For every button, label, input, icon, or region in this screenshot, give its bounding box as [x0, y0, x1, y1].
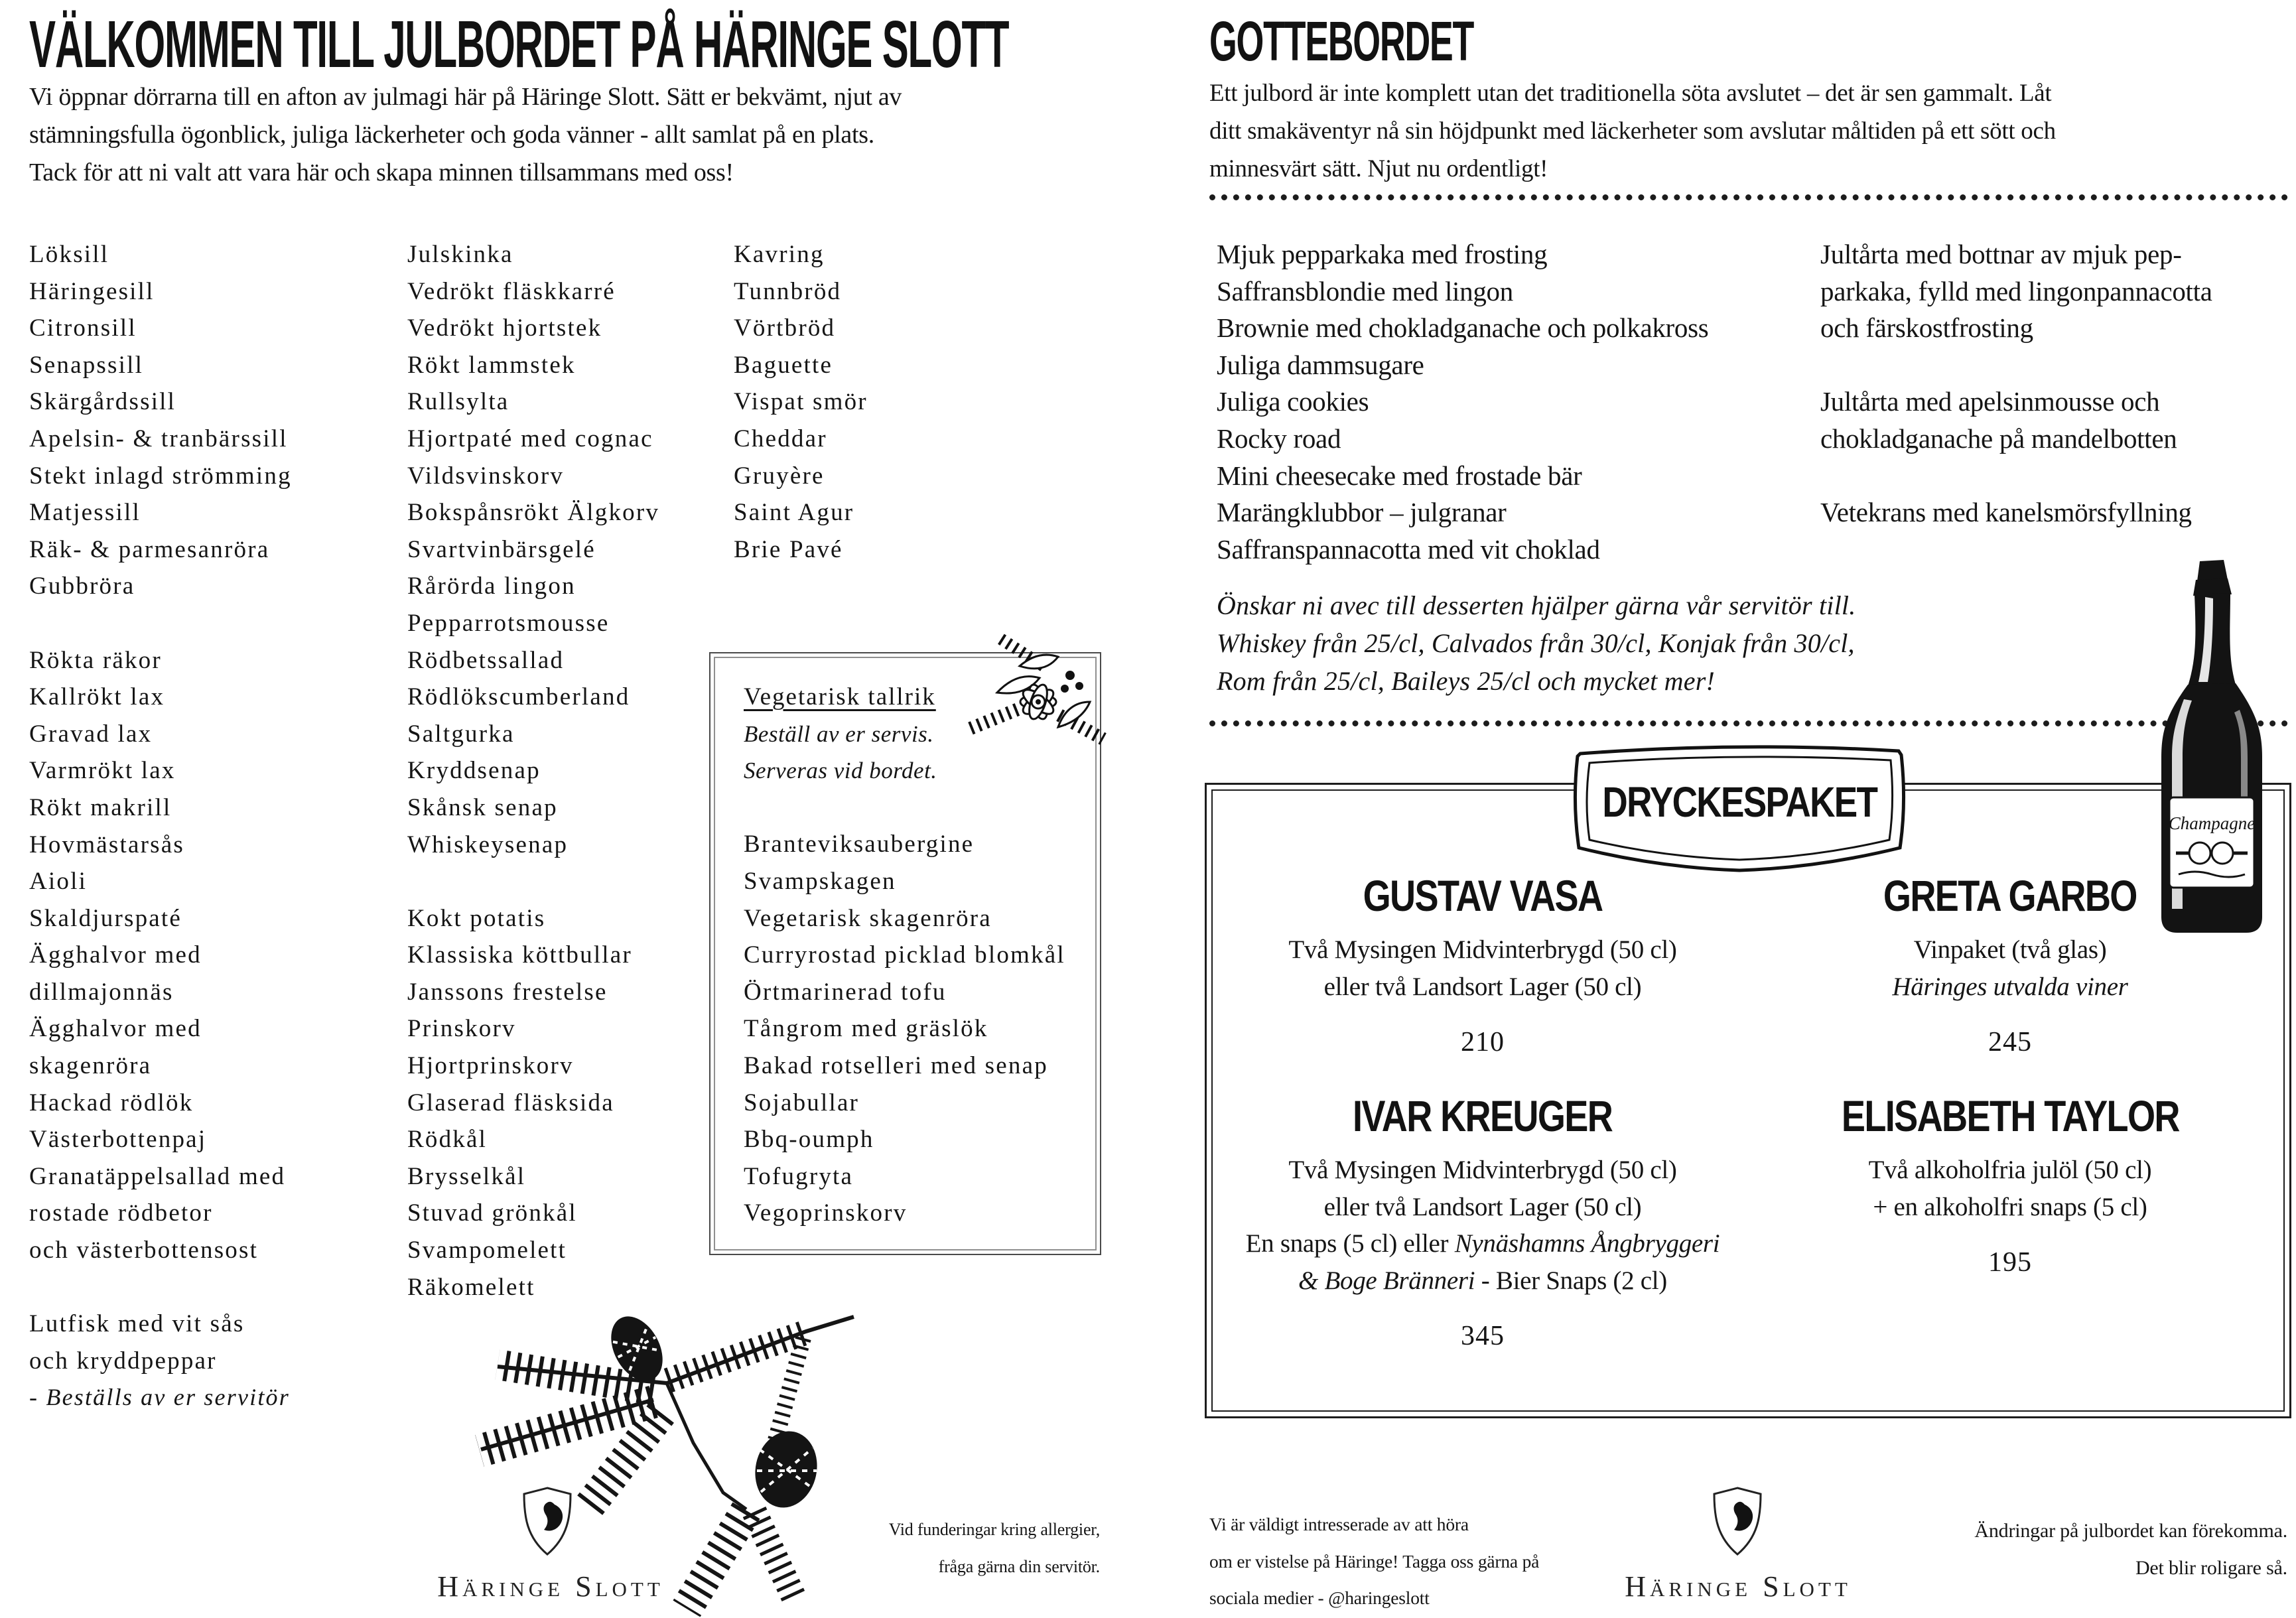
package-line: En snaps (5 cl) eller Nynäshamns Ångbryggeri	[1245, 1229, 1720, 1258]
haringe-shield-icon	[1712, 1486, 1763, 1558]
note-line: Vid funderingar kring allergier,	[888, 1520, 1100, 1539]
menu-item: Brysselkål	[407, 1162, 526, 1190]
menu-item: Gravad lax	[29, 720, 153, 748]
menu-item: Klassiska köttbullar	[407, 941, 632, 969]
menu-item: Örtmarinerad tofu	[744, 978, 947, 1006]
menu-item: Svampskagen	[744, 867, 896, 895]
package-price: 345	[1461, 1321, 1505, 1352]
desserts-heading: GOTTEBORDET	[1209, 10, 1474, 72]
kott-list	[407, 236, 659, 863]
package-line: Vinpaket (två glas)	[1913, 935, 2107, 964]
note-line: om er vistelse på Häringe! Tagga oss gärna på	[1209, 1550, 1540, 1572]
dessert-paragraph	[1820, 383, 2212, 457]
menu-item: parkaka, fylld med lingonpannacotta	[1820, 275, 2212, 306]
menu-item: Skaldjurspaté	[29, 904, 182, 932]
note-line: Önskar ni avec till desserten hjälper gärna vår servitör till.	[1217, 590, 1856, 620]
dessert-paragraph	[1820, 494, 2212, 531]
menu-item: Skärgårdssill	[29, 388, 176, 416]
page-title: VÄLKOMMEN TILL JULBORDET PÅ HÄRINGE SLOTT	[29, 7, 1009, 82]
pine-branch-illustration	[435, 1290, 859, 1617]
menu-item: Räkomelett	[407, 1273, 535, 1301]
menu-item: Sojabullar	[744, 1089, 860, 1116]
menu-item: Svartvinbärsgelé	[407, 535, 596, 563]
package-line: & Boge Bränneri - Bier Snaps (2 cl)	[1298, 1266, 1667, 1295]
menu-item: Baguette	[734, 351, 833, 379]
menu-item: Stekt inlagd strömming	[29, 462, 292, 490]
menu-item: Rödlökscumberland	[407, 683, 630, 711]
vegetarian-box-note-1: Beställ av er servis.	[744, 720, 934, 747]
menu-item: Rökt lammstek	[407, 351, 576, 379]
mistletoe-illustration	[959, 628, 1108, 759]
left-intro	[29, 78, 902, 192]
dotted-divider-bottom	[1209, 720, 2288, 726]
champagne-bottle-illustration	[2147, 557, 2277, 939]
change-note	[1956, 1513, 2287, 1586]
menu-item: Whiskeysenap	[407, 831, 569, 858]
menu-item: Ägghalvor med	[29, 1015, 202, 1043]
desserts-column-2	[1820, 236, 2212, 531]
drinks-banner-text: DRYCKESPAKET	[1602, 778, 1877, 826]
menu-column-3	[734, 236, 868, 568]
note-line: fråga gärna din servitör.	[938, 1556, 1100, 1576]
menu-item: Västerbottenpaj	[29, 1126, 207, 1154]
menu-item: Rocky road	[1217, 423, 1341, 454]
menu-item: Rökt makrill	[29, 793, 172, 821]
sill-list	[29, 236, 292, 605]
package-line: eller två Landsort Lager (50 cl)	[1323, 972, 1642, 1001]
package-gustav-vasa	[1221, 869, 1745, 1058]
intro-line: minnesvärt sätt. Njut nu ordentligt!	[1209, 155, 1548, 182]
social-note	[1209, 1506, 1539, 1617]
vegetarian-list	[744, 826, 1065, 1232]
menu-item: Rullsylta	[407, 388, 509, 416]
menu-item: Marängklubbor – julgranar	[1217, 497, 1507, 528]
lutfisk-lines	[29, 1306, 292, 1379]
menu-item: Bbq-oumph	[744, 1126, 874, 1154]
menu-item: Curryrostad picklad blomkål	[744, 941, 1065, 969]
menu-item: Brownie med chokladganache och polkakross	[1217, 312, 1709, 344]
menu-item: och kryddpeppar	[29, 1347, 217, 1375]
menu-item: Kryddsenap	[407, 757, 541, 785]
menu-item: Gubbröra	[29, 573, 135, 600]
menu-item: Apelsin- & tranbärssill	[29, 425, 288, 452]
menu-item: Tångrom med gräslök	[744, 1015, 988, 1043]
menu-item: Vetekrans med kanelsmörsfyllning	[1820, 497, 2192, 528]
menu-item: Vegoprinskorv	[744, 1199, 908, 1227]
package-line-italic: Häringes utvalda viner	[1892, 972, 2128, 1001]
menu-item: Citronsill	[29, 314, 137, 342]
package-price: 245	[1988, 1027, 2032, 1058]
package-line: Två Mysingen Midvinterbrygd (50 cl)	[1288, 935, 1677, 964]
menu-item: Kokt potatis	[407, 904, 546, 932]
menu-column-1	[29, 236, 292, 1416]
menu-item: chokladganache på mandelbotten	[1820, 423, 2177, 454]
menu-item: Bakad rotselleri med senap	[744, 1051, 1048, 1079]
menu-item: Häringesill	[29, 277, 155, 305]
menu-item: Rårörda lingon	[407, 573, 576, 600]
menu-item: Rödkål	[407, 1126, 488, 1154]
menu-item: Hjortprinskorv	[407, 1052, 574, 1080]
package-elisabeth-taylor	[1751, 1089, 2269, 1278]
menu-item: Hovmästarsås	[29, 831, 184, 858]
menu-item: Vispat smör	[734, 388, 868, 416]
desserts-column-1	[1217, 236, 1708, 568]
menu-item: Tofugryta	[744, 1162, 854, 1190]
menu-item: dillmajonnäs	[29, 978, 174, 1006]
menu-item: Aioli	[29, 868, 88, 896]
package-name: GRETA GARBO	[1883, 871, 2137, 920]
menu-item: Vildsvinskorv	[407, 462, 565, 490]
package-price: 195	[1988, 1247, 2032, 1278]
note-line: Ändringar på julbordet kan förekomma.	[1974, 1520, 2287, 1542]
menu-item: Julskinka	[407, 241, 513, 268]
menu-item: Mjuk pepparkaka med frosting	[1217, 239, 1548, 269]
package-name: ELISABETH TAYLOR	[1841, 1091, 2179, 1140]
package-line: eller två Landsort Lager (50 cl)	[1323, 1192, 1642, 1221]
package-name: IVAR KREUGER	[1353, 1091, 1613, 1140]
menu-item: rostade rödbetor	[29, 1199, 213, 1227]
menu-item: Kallrökt lax	[29, 683, 165, 711]
vegetarian-box-title: Vegetarisk tallrik	[744, 683, 936, 710]
intro-line: stämningsfulla ögonblick, juliga läckerheter och goda vänner - allt samlat på en plats.	[29, 121, 874, 149]
note-line: Whiskey från 25/cl, Calvados från 30/cl, Konjak från 30/cl,	[1217, 628, 1855, 658]
note-line: Det blir roligare så.	[2135, 1556, 2287, 1579]
note-line: Vi är väldigt intresserade av att höra	[1209, 1514, 1469, 1534]
menu-item: Vörtbröd	[734, 314, 836, 342]
menu-item: Branteviksaubergine	[744, 831, 975, 858]
menu-item: Bokspånsrökt Älgkorv	[407, 499, 660, 527]
menu-item: Jultårta med bottnar av mjuk pep-	[1820, 239, 2182, 269]
menu-item: och västerbottensost	[29, 1237, 259, 1264]
menu-item: skagenröra	[29, 1052, 152, 1080]
champagne-label-text: Champagne	[2168, 813, 2256, 833]
menu-item: Gruyère	[734, 462, 825, 490]
package-lines	[1221, 931, 1745, 1005]
menu-item: Hjortpaté med cognac	[407, 425, 653, 452]
menu-item: Juliga dammsugare	[1217, 349, 1424, 380]
menu-item: Pepparrotsmousse	[407, 609, 610, 637]
right-page	[1148, 0, 2296, 1618]
intro-line: Ett julbord är inte komplett utan det traditionella söta avslutet – det är sen gammalt. Låt	[1209, 80, 2052, 107]
package-price: 210	[1461, 1027, 1505, 1058]
menu-item: Hackad rödlök	[29, 1089, 194, 1116]
menu-column-2	[407, 236, 659, 1306]
fisk-list	[29, 642, 292, 1269]
menu-item: Räk- & parmesanröra	[29, 535, 270, 563]
menu-item: Saffranspannacotta med vit choklad	[1217, 533, 1600, 565]
haringe-shield-icon	[521, 1486, 573, 1558]
menu-item: Saffransblondie med lingon	[1217, 275, 1513, 306]
menu-item: Prinskorv	[407, 1015, 516, 1043]
menu-item: Rökta räkor	[29, 646, 162, 674]
package-lines	[1751, 1152, 2269, 1225]
varm-list	[407, 900, 659, 1306]
menu-item: Saint Agur	[734, 499, 854, 527]
menu-item: Varmrökt lax	[29, 757, 176, 785]
note-line: sociala medier - @haringeslott	[1209, 1587, 1430, 1609]
menu-item: Lutfisk med vit sås	[29, 1310, 245, 1338]
package-line: + en alkoholfri snaps (5 cl)	[1873, 1192, 2147, 1221]
menu-item: Cheddar	[734, 425, 827, 452]
menu-item: Saltgurka	[407, 720, 515, 748]
menu-item: Rödbetssallad	[407, 646, 565, 674]
menu-item: Matjessill	[29, 499, 141, 527]
haringe-slott-wordmark-left: Häringe Slott	[437, 1570, 664, 1603]
note-line: Rom från 25/cl, Baileys 25/cl och mycket mer!	[1217, 666, 1715, 696]
menu-item: Stuvad grönkål	[407, 1199, 577, 1227]
package-ivar-kreuger	[1221, 1089, 1745, 1352]
haringe-slott-wordmark-right: Häringe Slott	[1625, 1570, 1852, 1603]
menu-item: Jultårta med apelsinmousse och	[1820, 386, 2160, 417]
menu-item: Granatäppelsallad med	[29, 1162, 286, 1190]
menu-item: Vegetarisk skagenröra	[744, 904, 992, 932]
menu-item: Vedrökt hjortstek	[407, 314, 602, 342]
intro-line: Vi öppnar dörrarna till en afton av julmagi här på Häringe Slott. Sätt er bekvämt, njut av	[29, 83, 902, 111]
menu-item: Juliga cookies	[1217, 386, 1369, 417]
package-name: GUSTAV VASA	[1363, 871, 1603, 920]
menu-item: Svampomelett	[407, 1237, 567, 1264]
menu-item: Vedrökt fläskkarré	[407, 277, 616, 305]
intro-line: Tack för att ni valt att vara här och skapa minnen tillsammans med oss!	[29, 159, 734, 186]
menu-item: Mini cheesecake med frostade bär	[1217, 460, 1582, 491]
menu-item: Ägghalvor med	[29, 941, 202, 969]
lutfisk-note: - Beställs av er servitör	[29, 1384, 290, 1411]
menu-item: Löksill	[29, 241, 109, 268]
dessert-paragraph	[1820, 236, 2212, 347]
intro-line: ditt smakäventyr nå sin höjdpunkt med läckerheter som avslutar måltiden på ett sött och	[1209, 117, 2056, 145]
right-intro	[1209, 74, 2056, 188]
menu-item: och färskostfrosting	[1820, 312, 2033, 344]
menu-item: Senapssill	[29, 351, 144, 379]
menu-item: Janssons frestelse	[407, 978, 608, 1006]
menu-item: Glaserad fläsksida	[407, 1089, 614, 1116]
package-line: Två alkoholfria julöl (50 cl)	[1868, 1156, 2152, 1184]
menu-item: Skånsk senap	[407, 793, 558, 821]
vegetarian-box-note-2: Serveras vid bordet.	[744, 758, 937, 784]
menu-item: Brie Pavé	[734, 535, 843, 563]
package-line: Två Mysingen Midvinterbrygd (50 cl)	[1288, 1156, 1677, 1184]
avec-note	[1217, 586, 1856, 700]
dotted-divider-top	[1209, 194, 2288, 200]
menu-item: Tunnbröd	[734, 277, 842, 305]
menu-item: Kavring	[734, 241, 825, 268]
